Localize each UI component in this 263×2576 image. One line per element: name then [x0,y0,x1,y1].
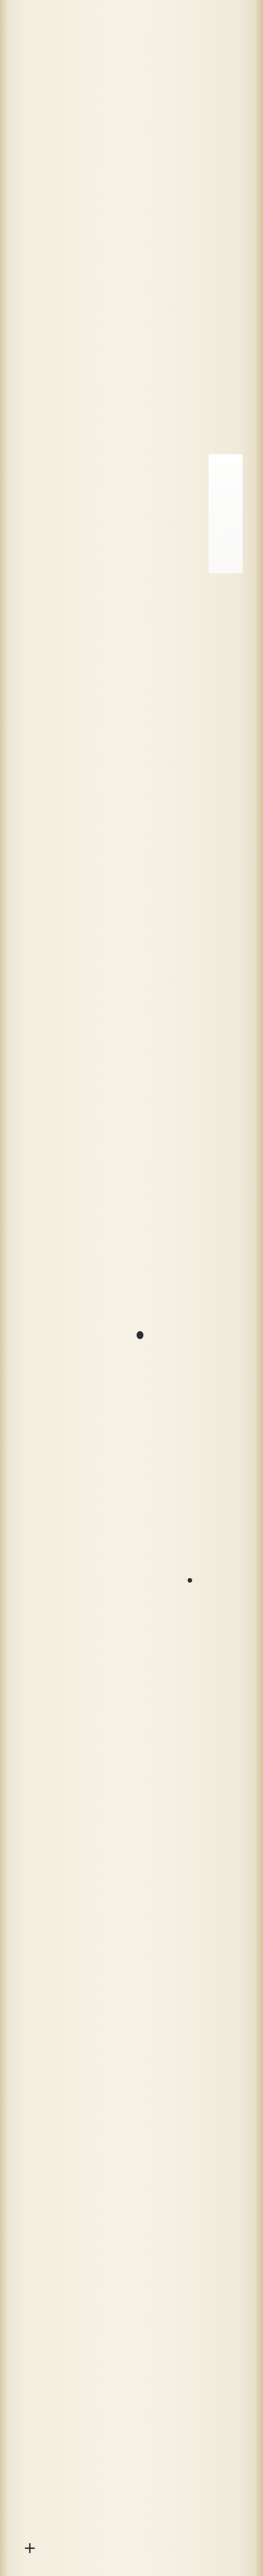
ink-dot-1 [137,1331,143,1339]
redaction-mark [209,454,243,573]
manuscript-line-4 [65,91,99,2532]
manuscript-line-2 [160,91,194,2532]
manuscript-line-3 [112,91,146,2532]
ink-dot-2 [188,1578,192,1583]
margin-mark: + [21,2541,40,2555]
manuscript-line-5 [25,91,59,2532]
